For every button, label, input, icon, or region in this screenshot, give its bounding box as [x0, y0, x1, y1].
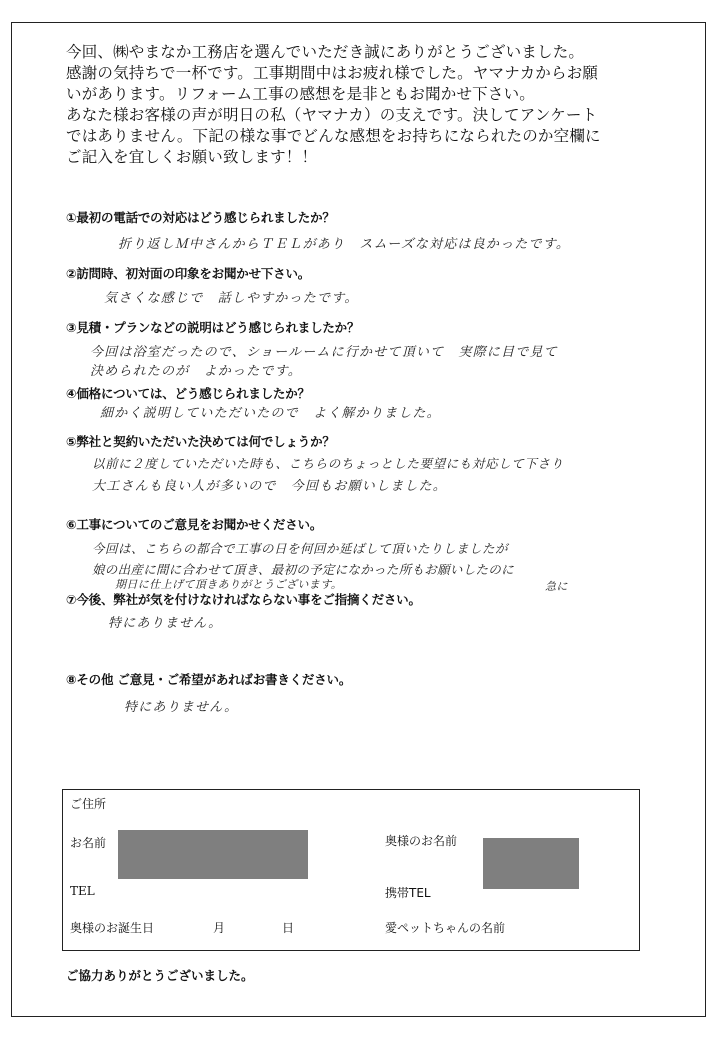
day-label: 日: [282, 921, 295, 935]
answer-2-line-1: 気さくな感じで 話しやすかったです。: [104, 291, 359, 306]
answer-8-line-1: 特にありません。: [124, 700, 239, 715]
answer-3-line-2: 決められたのが よかったです。: [90, 364, 302, 379]
intro-line: あなた様お客様の声が明日の私（ヤマナカ）の支えです。決してアンケート: [66, 106, 598, 124]
answer-5-line-2: 大工さんも良い人が多いので 今回もお願いしました。: [92, 479, 448, 494]
question-6: ⑥工事についてのご意見をお聞かせください。: [66, 517, 323, 532]
address-label: ご住所: [70, 797, 107, 811]
tel-label: TEL: [70, 884, 95, 898]
answer-5-line-1: 以前に２度していただいた時も、こちらのちょっとした要望にも対応して下さり: [92, 456, 564, 471]
closing-message: ご協力ありがとうございました。: [66, 968, 254, 983]
intro-line: 今回、㈱やまなか工務店を選んでいただき誠にありがとうございました。: [66, 43, 585, 61]
question-1: ①最初の電話での対応はどう感じられましたか？: [66, 210, 335, 225]
answer-1-line-1: 折り返しＭ中さんからＴＥＬがあり スムーズな対応は良かったです。: [118, 237, 571, 252]
wife-birthday-label: 奥様のお誕生日: [70, 921, 155, 935]
wife-name-redaction: [483, 838, 579, 889]
question-5: ⑤弊社と契約いただいた決めては何でしょうか？: [66, 434, 335, 449]
intro-paragraph: [66, 42, 666, 168]
intro-line: ご記入を宜しくお願い致します！！: [66, 148, 318, 166]
name-redaction: [118, 830, 308, 879]
wife-name-label: 奥様のお名前: [385, 834, 458, 848]
answer-6-insert: 急に: [545, 580, 568, 593]
month-label: 月: [213, 921, 226, 935]
name-label: お名前: [70, 836, 107, 850]
answer-3-line-1: 今回は浴室だったので、ショールームに行かせて頂いて 実際に目で見て: [90, 345, 558, 360]
question-8: ⑧その他 ご意見・ご希望があればお書きください。: [66, 672, 352, 687]
answer-6-line-3: 期日に仕上げて頂きありがとうございます。: [115, 578, 343, 591]
question-3: ③見積・プランなどの説明はどう感じられましたか？: [66, 320, 360, 335]
intro-line: ではありません。下記の様な事でどんな感想をお持ちになられたのか空欄に: [66, 127, 601, 145]
pet-name-label: 愛ペットちゃんの名前: [385, 921, 506, 935]
question-4: ④価格については、どう感じられましたか？: [66, 386, 310, 401]
answer-6-line-1: 今回は、こちらの都合で工事の日を何回か延ばして頂いたりしましたが: [92, 541, 509, 556]
mobile-tel-label: 携帯TEL: [385, 886, 431, 900]
question-7: ⑦今後、弊社が気を付けなければならない事をご指摘ください。: [66, 592, 421, 607]
intro-line: 感謝の気持ちで一杯です。工事期間中はお疲れ様でした。ヤマナカからお願: [66, 64, 599, 82]
question-2: ②訪問時、初対面の印象をお聞かせ下さい。: [66, 266, 311, 281]
intro-line: いがあります。リフォーム工事の感想を是非ともお聞かせ下さい。: [66, 85, 535, 103]
answer-6-line-2: 娘の出産に間に合わせて頂き、最初の予定になかった所もお願いしたのに: [92, 562, 514, 577]
answer-4-line-1: 細かく説明していただいたので よく解かりました。: [100, 406, 441, 421]
answer-7-line-1: 特にありません。: [108, 616, 223, 631]
